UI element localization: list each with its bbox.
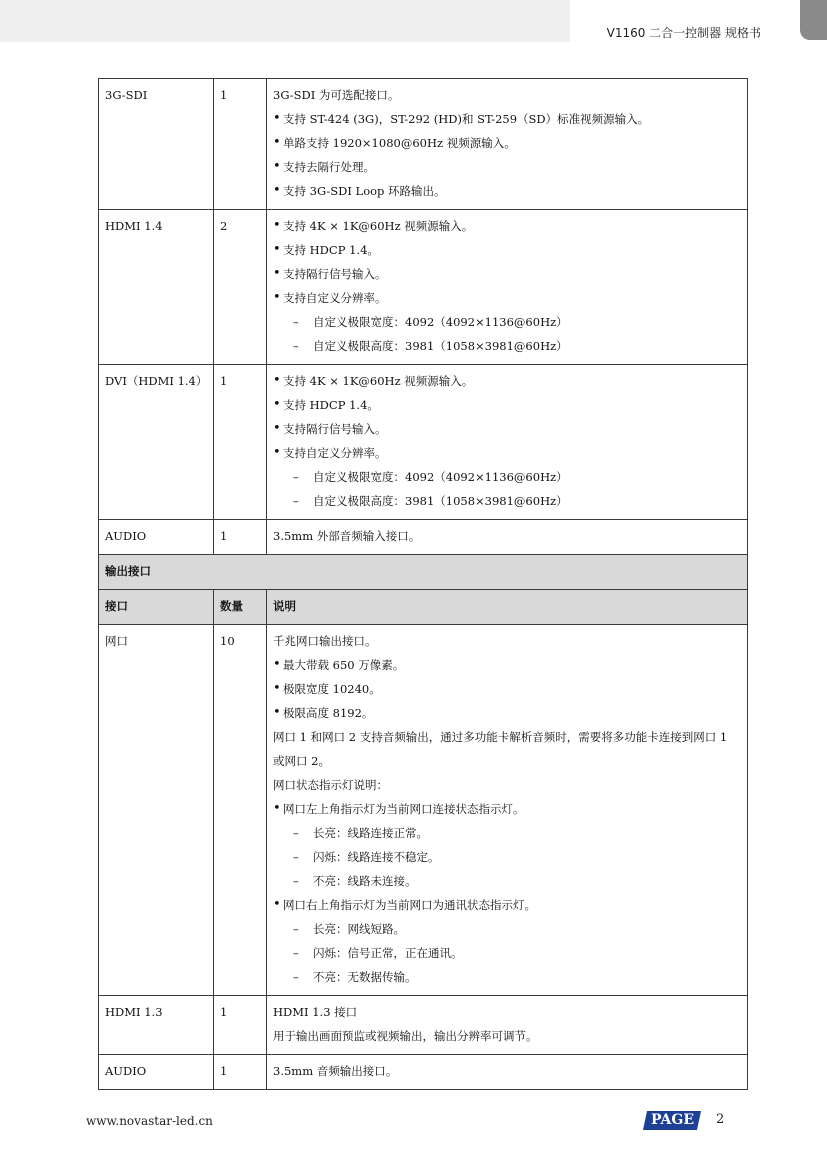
bullet-item: • 极限宽度 10240。	[273, 677, 741, 701]
sub-item: – 不亮：无数据传输。	[273, 965, 741, 989]
interface-count: 1	[214, 996, 267, 1055]
interface-description	[267, 365, 748, 520]
table-row	[99, 79, 748, 210]
bullet-item: • 网口右上角指示灯为当前网口为通讯状态指示灯。	[273, 893, 741, 917]
page-logo	[643, 1111, 701, 1130]
bullet-item: • 支持 HDCP 1.4。	[273, 238, 741, 262]
interface-description	[267, 1055, 748, 1090]
interface-name: HDMI 1.4	[99, 210, 214, 365]
spec-table	[98, 78, 748, 1090]
bullet-item: • 支持 ST-424 (3G)，ST-292 (HD)和 ST-259（SD）标准视频源输入。	[273, 107, 741, 131]
paragraph: HDMI 1.3 接口	[273, 1005, 358, 1019]
paragraph: 网口 1 和网口 2 支持音频输出，通过多功能卡解析音频时，需要将多功能卡连接到网口 1 或网口 2。	[273, 730, 728, 768]
sub-item: – 自定义极限高度：3981（1058×3981@60Hz）	[273, 334, 741, 358]
table-row	[99, 365, 748, 520]
paragraph: 用于输出画面预监或视频输出，输出分辨率可调节。	[273, 1029, 538, 1043]
interface-name: 3G-SDI	[99, 79, 214, 210]
paragraph: 3G-SDI 为可选配接口。	[273, 88, 400, 102]
col-header-count: 数量	[214, 590, 267, 625]
section-title: 输出接口	[99, 555, 748, 590]
interface-count: 1	[214, 79, 267, 210]
interface-count: 10	[214, 625, 267, 996]
sub-item: – 闪烁：信号正常，正在通讯。	[273, 941, 741, 965]
col-header-description: 说明	[267, 590, 748, 625]
col-header-interface: 接口	[99, 590, 214, 625]
table-row	[99, 996, 748, 1055]
output-section	[99, 555, 748, 625]
bullet-item: • 网口左上角指示灯为当前网口连接状态指示灯。	[273, 797, 741, 821]
page-number: 2	[716, 1112, 725, 1127]
sub-item: – 闪烁：线路连接不稳定。	[273, 845, 741, 869]
corner-tab	[800, 0, 827, 40]
interface-count: 2	[214, 210, 267, 365]
interface-name: AUDIO	[99, 520, 214, 555]
bullet-item: • 单路支持 1920×1080@60Hz 视频源输入。	[273, 131, 741, 155]
table-row	[99, 625, 748, 996]
bullet-item: • 支持自定义分辨率。	[273, 441, 741, 465]
sub-item: – 长亮：线路连接正常。	[273, 821, 741, 845]
table-row	[99, 1055, 748, 1090]
bullet-item: • 支持 4K × 1K@60Hz 视频源输入。	[273, 214, 741, 238]
sub-item: – 长亮：网线短路。	[273, 917, 741, 941]
interface-count: 1	[214, 1055, 267, 1090]
document-title: V1160 二合一控制器 规格书	[606, 26, 761, 40]
bullet-item: • 支持隔行信号输入。	[273, 417, 741, 441]
bullet-item: • 支持自定义分辨率。	[273, 286, 741, 310]
bullet-item: • 支持去隔行处理。	[273, 155, 741, 179]
header-band	[0, 0, 570, 42]
interface-name: HDMI 1.3	[99, 996, 214, 1055]
interface-name: 网口	[99, 625, 214, 996]
interface-description	[267, 79, 748, 210]
bullet-item: • 极限高度 8192。	[273, 701, 741, 725]
interface-name: DVI（HDMI 1.4）	[99, 365, 214, 520]
output-rows	[99, 625, 748, 1090]
input-rows	[99, 79, 748, 555]
sub-item: – 自定义极限高度：3981（1058×3981@60Hz）	[273, 489, 741, 513]
bullet-item: • 支持 3G-SDI Loop 环路输出。	[273, 179, 741, 203]
paragraph: 3.5mm 音频输出接口。	[273, 1064, 398, 1078]
sub-item: – 不亮：线路未连接。	[273, 869, 741, 893]
interface-count: 1	[214, 520, 267, 555]
page-logo-text: PAGE	[650, 1112, 694, 1128]
interface-count: 1	[214, 365, 267, 520]
bullet-item: • 最大带载 650 万像素。	[273, 653, 741, 677]
interface-name: AUDIO	[99, 1055, 214, 1090]
paragraph: 网口状态指示灯说明：	[273, 778, 388, 792]
paragraph: 千兆网口输出接口。	[273, 634, 377, 648]
interface-description	[267, 210, 748, 365]
paragraph: 3.5mm 外部音频输入接口。	[273, 529, 421, 543]
sub-item: – 自定义极限宽度：4092（4092×1136@60Hz）	[273, 310, 741, 334]
footer-url: www.novastar-led.cn	[86, 1114, 213, 1128]
bullet-item: • 支持隔行信号输入。	[273, 262, 741, 286]
bullet-item: • 支持 HDCP 1.4。	[273, 393, 741, 417]
sub-item: – 自定义极限宽度：4092（4092×1136@60Hz）	[273, 465, 741, 489]
interface-description	[267, 625, 748, 996]
interface-description	[267, 996, 748, 1055]
table-row	[99, 210, 748, 365]
bullet-item: • 支持 4K × 1K@60Hz 视频源输入。	[273, 369, 741, 393]
interface-description	[267, 520, 748, 555]
column-header-row	[99, 590, 748, 625]
table-row	[99, 520, 748, 555]
section-row	[99, 555, 748, 590]
